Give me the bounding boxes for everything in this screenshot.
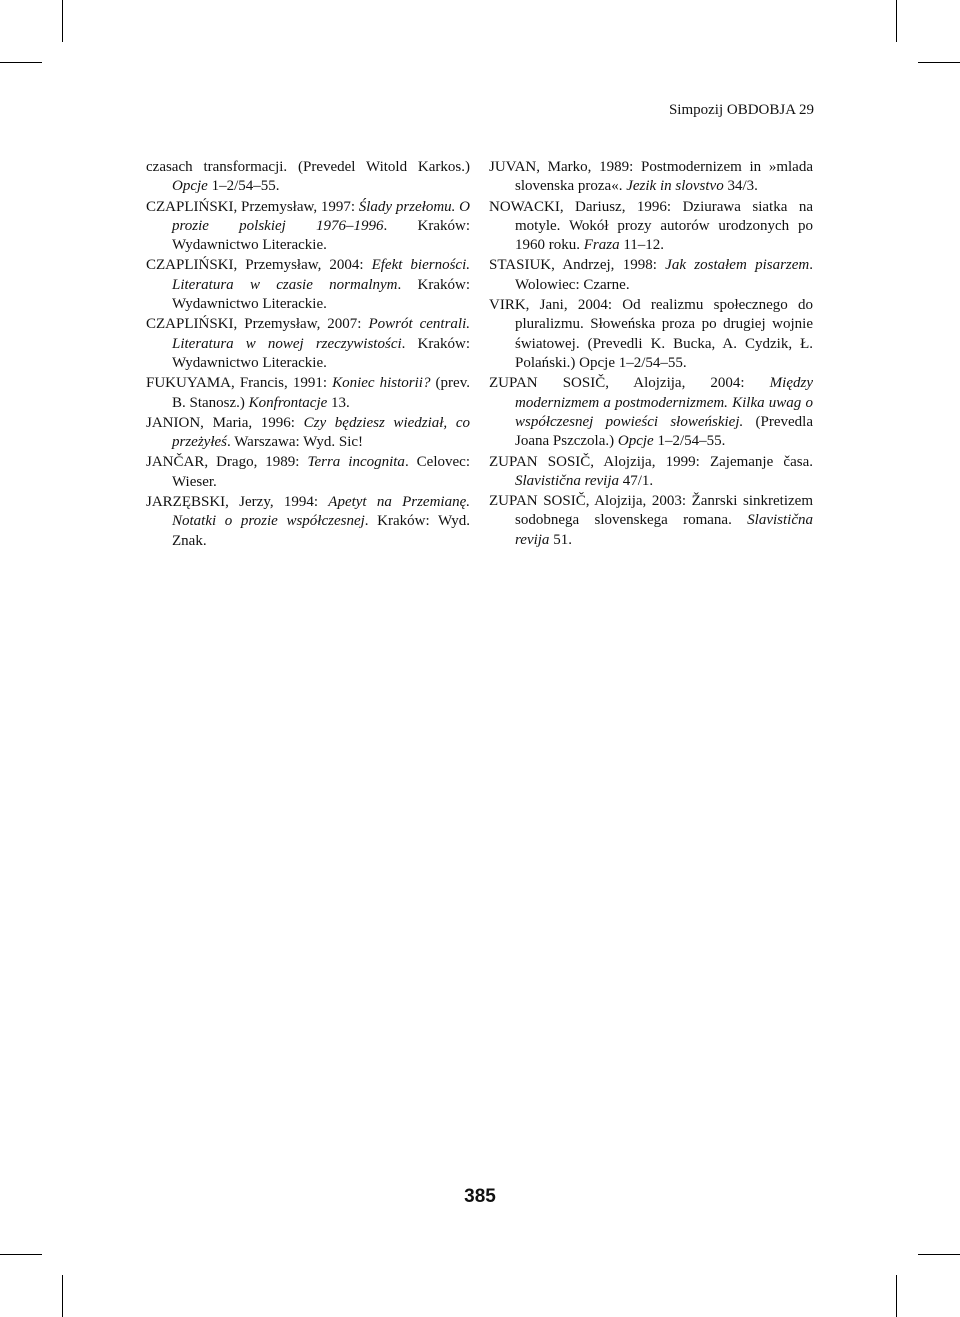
crop-mark-top-left-vertical <box>62 0 63 42</box>
entry-text: JARZĘBSKI, Jerzy, 1994: <box>146 493 329 510</box>
entry-text: CZAPLIŃSKI, Przemysław, 2007: <box>146 316 369 333</box>
entry-title-italic: Slavistična revija <box>515 512 813 548</box>
bibliography-entry <box>489 296 813 374</box>
entry-text: CZAPLIŃSKI, Przemysław, 2004: <box>146 257 372 274</box>
entry-text: 1–2/54–55. <box>653 433 726 450</box>
entry-text: . Kraków: Wydawnictwo Literackie. <box>172 276 470 313</box>
entry-title-italic: Koniec historii? <box>332 375 431 392</box>
crop-mark-top-left-horizontal <box>0 62 42 63</box>
entry-text: 13. <box>327 394 350 411</box>
bibliography-entry <box>489 256 813 295</box>
entry-title-italic: Konfrontacje <box>248 394 328 411</box>
entry-text: 34/3. <box>723 178 758 195</box>
entry-title-italic: Opcje <box>617 433 654 450</box>
crop-mark-top-right-horizontal <box>918 62 960 63</box>
entry-title-italic: Fraza <box>583 237 620 254</box>
entry-text: . Kraków: Wyd. Znak. <box>172 513 470 549</box>
entry-title-italic: Ślady przełomu. O prozie polskiej 1976–1996 <box>172 198 471 234</box>
entry-text: JANČAR, Drago, 1989: <box>146 454 308 471</box>
entry-text: . Kraków: Wydawnictwo Literackie. <box>172 335 470 372</box>
entry-title-italic: Opcje <box>172 178 208 195</box>
entry-text: JANION, Maria, 1996: <box>146 414 304 431</box>
entry-text: (prev. B. Stanosz.) <box>172 375 470 411</box>
crop-mark-top-right-vertical <box>896 0 897 42</box>
entry-text: 1–2/54–55. <box>207 178 280 195</box>
entry-text: FUKUYAMA, Francis, 1991: <box>146 375 333 392</box>
bibliography-entry <box>146 198 470 256</box>
entry-text: . Wolowiec: Czarne. <box>515 257 813 293</box>
entry-text: CZAPLIŃSKI, Przemysław, 1997: <box>146 198 359 215</box>
entry-title-italic: Między modernizmem a postmodernizmem. Kilka uwag o współczesnej powieści słoweńskiej. <box>515 375 813 431</box>
entry-title-italic: Czy będziesz wiedział, co przeżyłeś <box>172 414 470 451</box>
page-number: 385 <box>464 1186 496 1207</box>
entry-text: 11–12. <box>619 237 665 254</box>
bibliography-entry <box>146 315 470 373</box>
entry-text: . Celovec: Wieser. <box>172 454 470 490</box>
entry-title-italic: Terra incognita <box>307 454 405 471</box>
bibliography-entry <box>489 158 813 197</box>
entry-title-italic: Apetyt na Przemianę. Notatki o prozie współczesnej <box>172 493 470 530</box>
bibliography-entry <box>489 492 813 550</box>
entry-text: STASIUK, Andrzej, 1998: <box>489 257 666 274</box>
bibliography-entry <box>489 198 813 256</box>
bibliography-right-column <box>489 158 813 551</box>
crop-mark-bottom-left-horizontal <box>0 1254 42 1255</box>
entry-title-italic: Efekt bierności. Literatura w czasie normalnym <box>172 257 471 293</box>
entry-text: ZUPAN SOSIČ, Alojzija, 1999: Zajemanje časa. <box>489 453 813 470</box>
entry-text: . Kraków: Wydawnictwo Literackie. <box>172 217 470 254</box>
bibliography-entry <box>146 374 470 413</box>
entry-text: VIRK, Jani, 2004: Od realizmu społecznego do pluralizmu. Słoweńska proza po drugiej wojnie światowej. (Prevedli K. Bucka, A. Cydzik, Ł. Polański.) Opcje 1–2/54–55. <box>489 296 813 372</box>
bibliography-entry <box>489 374 813 452</box>
bibliography-entry <box>146 453 470 492</box>
bibliography-entry <box>146 493 470 551</box>
bibliography-entry <box>146 158 470 197</box>
bibliography-entry <box>146 414 470 453</box>
entry-text: czasach transformacji. (Prevedel Witold Karkos.) <box>146 159 470 175</box>
crop-mark-bottom-right-horizontal <box>918 1254 960 1255</box>
entry-text: JUVAN, Marko, 1989: Postmodernizem in »mlada slovenska proza«. <box>489 159 813 195</box>
entry-text: 47/1. <box>619 472 654 489</box>
entry-title-italic: Jezik in slovstvo <box>626 178 724 195</box>
entry-text: ZUPAN SOSIČ, Alojzija, 2003: Žanrski sinkretizem sodobnega slovenskega romana. <box>489 493 813 529</box>
entry-title-italic: Slavistična revija <box>515 472 620 489</box>
running-header: Simpozij OBDOBJA 29 <box>668 102 814 118</box>
entry-title-italic: Jak zostałem pisarzem <box>665 257 810 274</box>
entry-text: ZUPAN SOSIČ, Alojzija, 2004: <box>489 375 770 392</box>
entry-text: . Warszawa: Wyd. Sic! <box>227 434 364 451</box>
entry-title-italic: Powrót centrali. Literatura w nowej rzeczywistości <box>172 316 471 352</box>
bibliography-entry <box>489 453 813 492</box>
crop-mark-bottom-right-vertical <box>896 1275 897 1317</box>
entry-text: NOWACKI, Dariusz, 1996: Dziurawa siatka na motyle. Wokół prozy autorów urodzonych po 1960 roku. <box>489 198 813 254</box>
entry-text: (Prevedla Joana Pszczola.) <box>515 414 813 450</box>
bibliography-left-column <box>146 158 470 552</box>
entry-text: 51. <box>549 531 572 548</box>
crop-mark-bottom-left-vertical <box>62 1275 63 1317</box>
bibliography-entry <box>146 256 470 314</box>
